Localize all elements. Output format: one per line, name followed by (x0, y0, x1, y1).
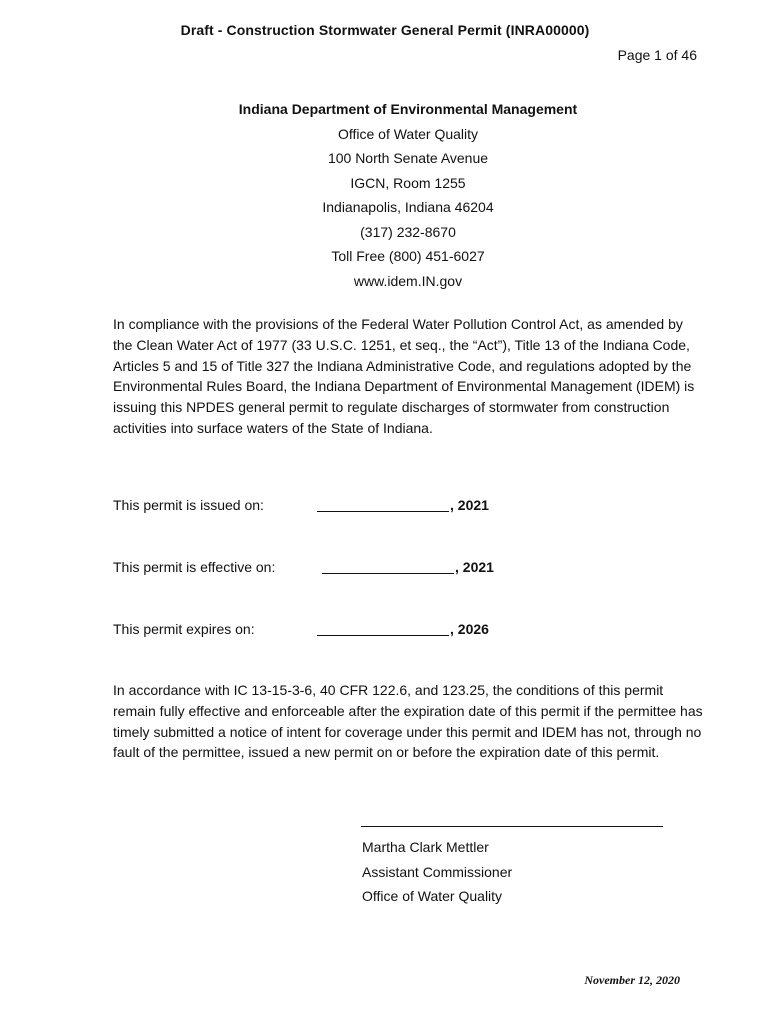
agency-city: Indianapolis, Indiana 46204 (322, 199, 494, 215)
issued-label: This permit is issued on: (113, 497, 264, 513)
expires-date-row (113, 621, 513, 641)
effective-date-blank-line (322, 573, 454, 574)
issued-year: , 2021 (450, 497, 489, 513)
agency-website: www.idem.IN.gov (353, 272, 463, 289)
signatory-name: Martha Clark Mettler (362, 839, 489, 855)
agency-phone: (317) 232-8670 (360, 223, 456, 240)
document-title: Draft - Construction Stormwater General Permit (INRA00000) (180, 22, 590, 38)
effective-date-row (113, 559, 513, 579)
agency-name: Indiana Department of Environmental Management (238, 101, 578, 117)
signature-block (362, 835, 512, 909)
page-number: Page 1 of 46 (617, 47, 697, 63)
signatory-title: Assistant Commissioner (362, 863, 513, 880)
agency-room: IGCN, Room 1255 (350, 174, 466, 191)
signatory-office: Office of Water Quality (362, 888, 503, 904)
compliance-paragraph: In compliance with the provisions of the Federal Water Pollution Control Act, as amended by the Clean Water Act of 1977 (33 U.S.C. 1251, et seq., the “Act”), Title 13 of the Indiana Code, Articles 5 and 15 of Title 327 the Indiana Administrative Code, and regulations adopted by the Environmental Rules Board, the Indiana Department of Environmental Management (IDEM) is issuing this NPDES general permit to regulate discharges of stormwater from construction activities into surface waters of the State of Indiana. (113, 316, 695, 436)
expires-date-blank-line (317, 635, 449, 636)
issued-date-blank-line (317, 511, 449, 512)
expires-label: This permit expires on: (113, 621, 255, 637)
signature-line (361, 826, 663, 827)
agency-street: 100 North Senate Avenue (327, 150, 489, 166)
footer-date: November 12, 2020 (584, 973, 680, 987)
expires-year: , 2026 (450, 621, 489, 637)
accordance-paragraph: In accordance with IC 13-15-3-6, 40 CFR 122.6, and 123.25, the conditions of this permit remain fully effective and enforceable after the expiration date of this permit if the permittee has timely submitted a notice of intent for coverage under this permit and IDEM has not, through no fault of the permittee, issued a new permit on or before the expiration date of this permit. (113, 682, 703, 761)
agency-address-block (0, 97, 770, 293)
agency-office: Office of Water Quality (337, 125, 479, 142)
issued-date-row (113, 497, 513, 517)
effective-year: , 2021 (455, 559, 494, 575)
agency-toll-free: Toll Free (800) 451-6027 (331, 248, 485, 264)
effective-label: This permit is effective on: (113, 559, 276, 575)
